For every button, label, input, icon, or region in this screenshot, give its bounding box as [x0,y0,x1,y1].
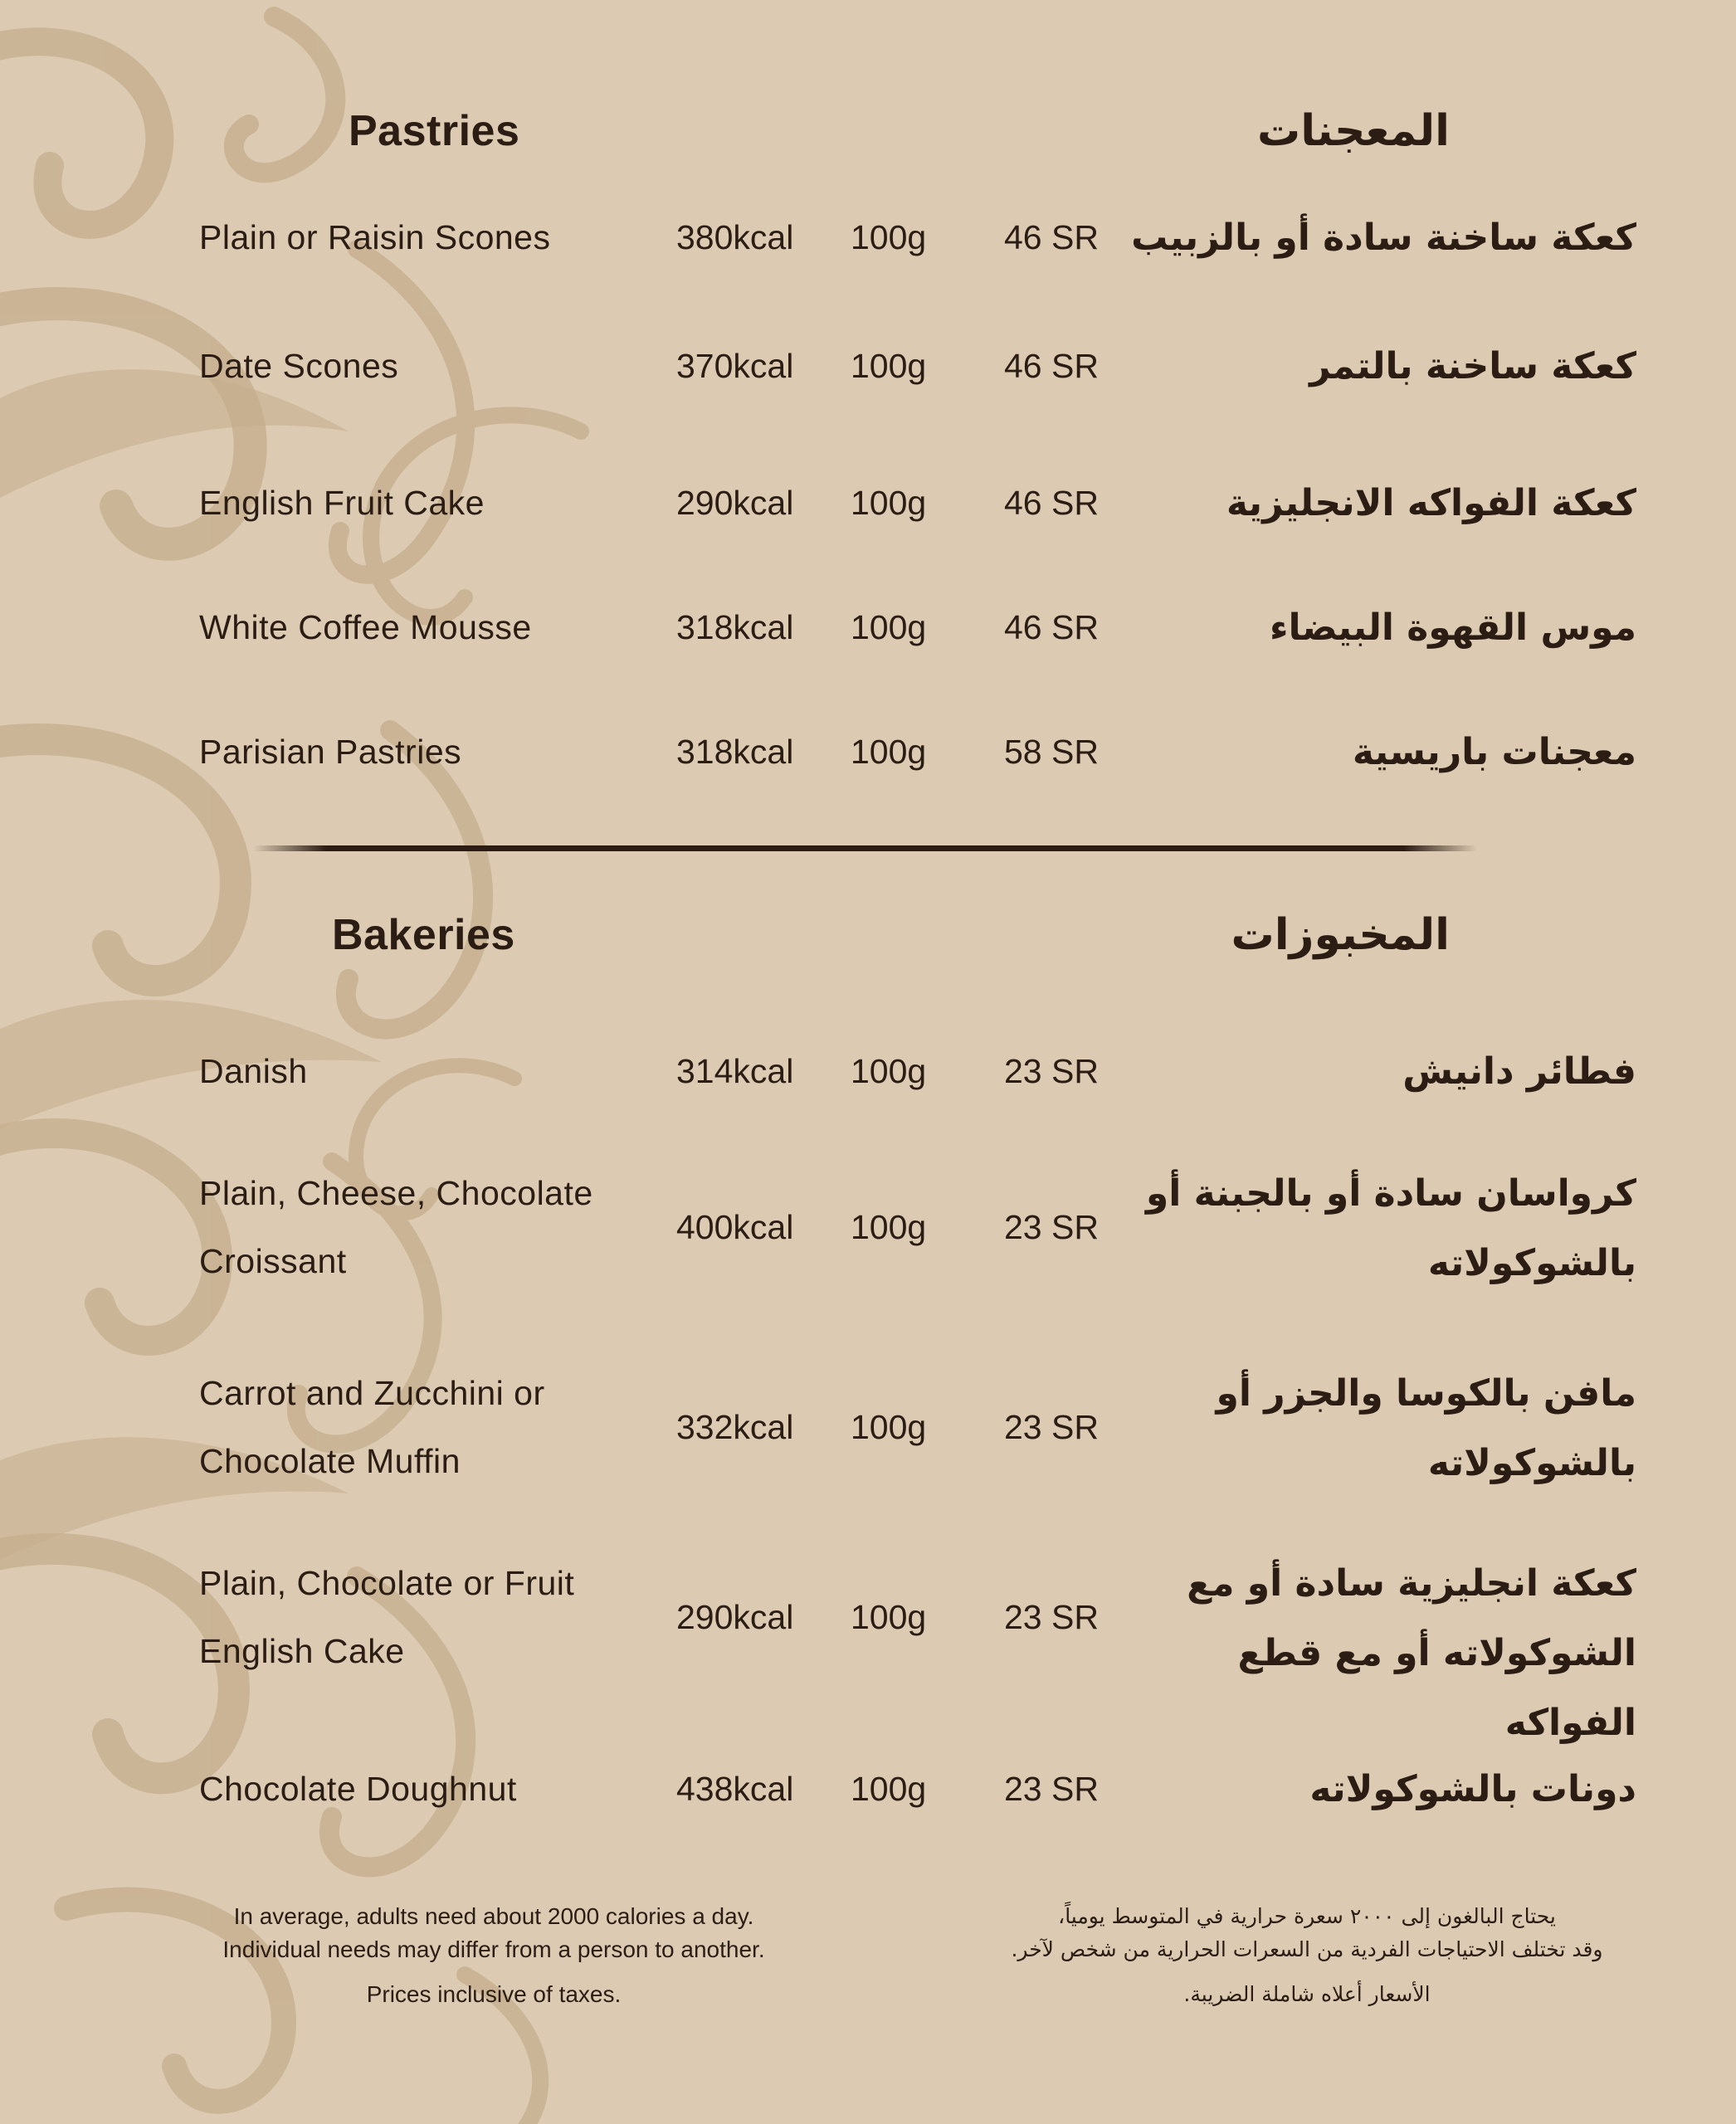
section-title-pastries-ar: المعجنات [1256,107,1450,155]
item-price: 23 SR [1004,1408,1099,1446]
item-name-ar: دونات بالشوكولاته [1309,1768,1636,1810]
item-calories: 438kcal [676,1770,794,1808]
item-name-ar: فطائر دانيش [1402,1050,1636,1093]
footer-calorie-line-1: In average, adults need about 2000 calories a day. [233,1903,754,1929]
item-name-ar: معجنات باريسية [1352,731,1636,773]
item-name-ar: كعكة ساخنة سادة أو بالزبيب [1131,217,1636,259]
item-price: 23 SR [1004,1052,1099,1090]
section-title-pastries-en: Pastries [349,107,520,155]
item-price: 23 SR [1004,1770,1099,1808]
item-weight: 100g [851,347,927,385]
footer-calorie-line-1-ar: يحتاج البالغون إلى ٢٠٠٠ سعرة حرارية في المتوسط يومياً، [1058,1904,1556,1928]
item-calories: 370kcal [676,347,794,385]
item-calories: 332kcal [676,1408,794,1446]
item-calories: 290kcal [676,1598,794,1636]
item-name-en: English Fruit Cake [199,484,485,522]
item-weight: 100g [851,1770,927,1808]
item-calories: 314kcal [676,1052,794,1090]
section-title-bakeries-ar: المخبوزات [1231,911,1450,959]
item-name-en: Date Scones [199,347,399,385]
item-price: 46 SR [1004,608,1099,646]
item-name-ar: كعكة الفواكه الانجليزية [1226,482,1636,524]
item-name-ar: كعكة ساخنة بالتمر [1309,345,1636,387]
item-weight: 100g [851,1052,927,1090]
item-weight: 100g [851,1408,927,1446]
item-name-en: Plain, Chocolate or Fruit English Cake [199,1564,575,1670]
item-price: 46 SR [1004,218,1099,256]
section-divider [253,845,1477,851]
item-name-en: Danish [199,1052,308,1090]
footer-note-ar [954,1900,1660,2011]
footer-calorie-line-2-ar: وقد تختلف الاحتياجات الفردية من السعرات الحرارية من شخص لآخر. [1011,1937,1603,1961]
item-calories: 290kcal [676,484,794,522]
footer-taxes-note: Prices inclusive of taxes. [366,1981,622,2007]
item-weight: 100g [851,608,927,646]
item-calories: 400kcal [676,1208,794,1246]
section-title-bakeries-en: Bakeries [332,911,515,959]
item-calories: 318kcal [676,608,794,646]
item-calories: 380kcal [676,218,794,256]
item-weight: 100g [851,1598,927,1636]
item-weight: 100g [851,733,927,771]
item-name-ar: كرواسان سادة أو بالجبنة أو بالشوكولاته [1145,1172,1636,1284]
item-price: 58 SR [1004,733,1099,771]
item-weight: 100g [851,1208,927,1246]
footer-calorie-line-2: Individual needs may differ from a person to another. [222,1936,765,1962]
item-name-en: White Coffee Mousse [199,608,532,646]
item-calories: 318kcal [676,733,794,771]
item-name-en: Chocolate Doughnut [199,1770,517,1808]
item-name-ar: كعكة انجليزية سادة أو مع الشوكولاته أو مع قطع الفواكه [1187,1562,1636,1744]
footer-taxes-note-ar: الأسعار أعلاه شاملة الضريبة. [1183,1982,1431,2006]
item-name-en: Plain or Raisin Scones [199,218,551,256]
item-name-ar: موس القهوة البيضاء [1270,607,1636,649]
item-name-en: Parisian Pastries [199,733,462,771]
item-weight: 100g [851,484,927,522]
item-price: 23 SR [1004,1598,1099,1636]
item-price: 46 SR [1004,347,1099,385]
item-weight: 100g [851,218,927,256]
item-name-ar: مافن بالكوسا والجزر أو بالشوكولاته [1216,1372,1636,1484]
item-name-en: Plain, Cheese, Chocolate Croissant [199,1174,593,1280]
item-name-en: Carrot and Zucchini or Chocolate Muffin [199,1374,545,1480]
item-price: 46 SR [1004,484,1099,522]
footer-note-en [166,1900,822,2011]
item-price: 23 SR [1004,1208,1099,1246]
